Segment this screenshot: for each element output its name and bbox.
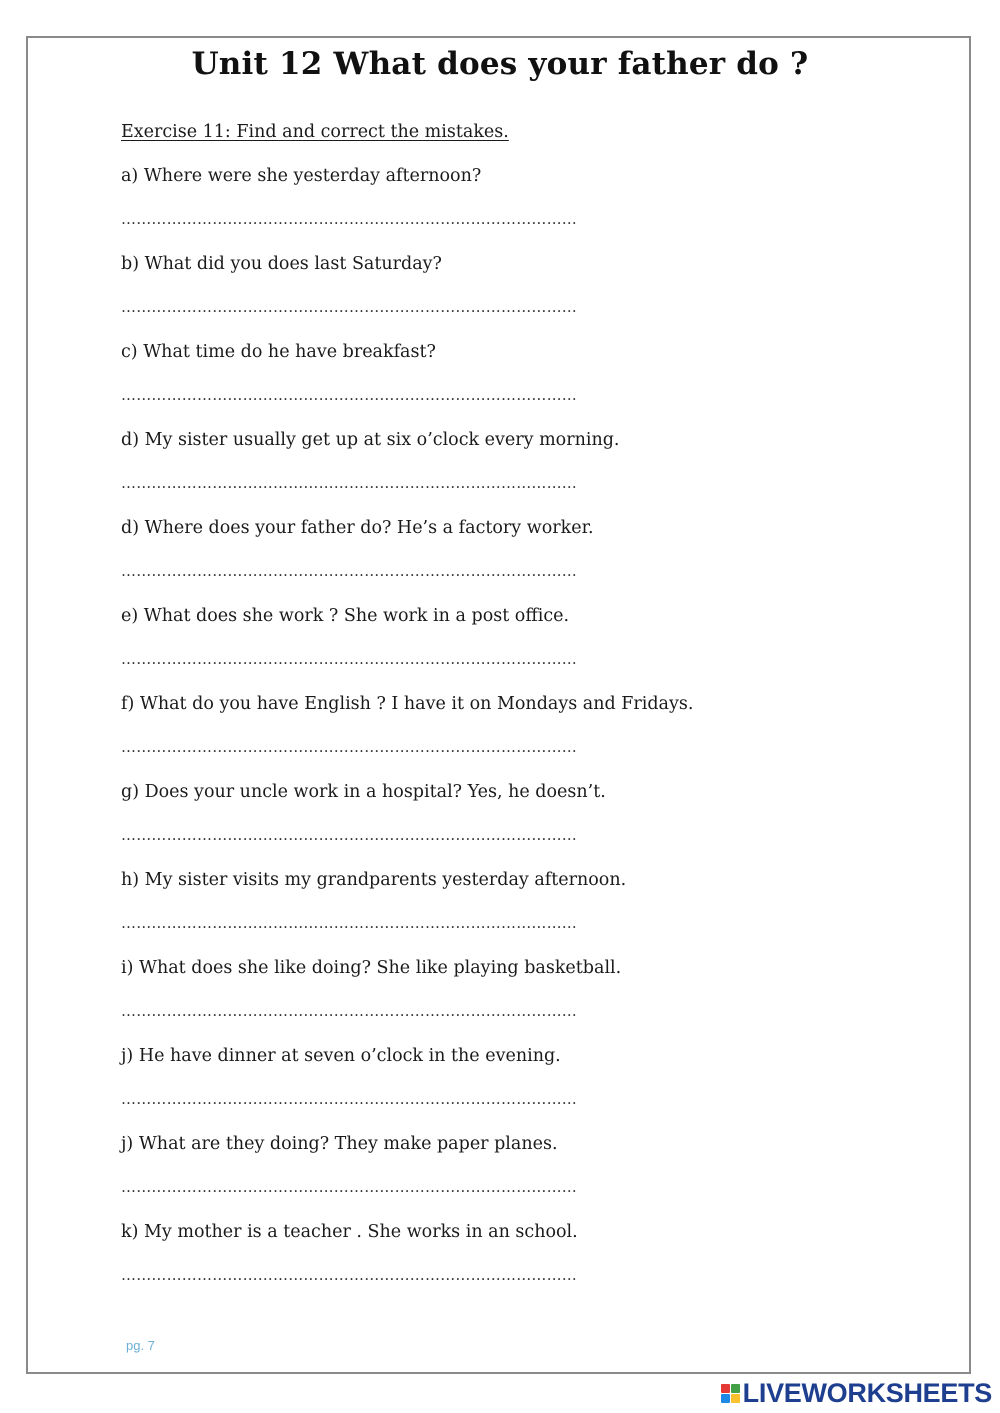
- answer-line[interactable]: ………………………………………………………………………………: [121, 1090, 577, 1108]
- question-item: [121, 339, 881, 427]
- question-text: d) My sister usually get up at six o’clock every morning.: [121, 430, 620, 450]
- logo-square: [721, 1384, 730, 1393]
- question-text: e) What does she work ? She work in a post office.: [121, 606, 570, 626]
- liveworksheets-logo-icon: [721, 1384, 740, 1403]
- question-text: a) Where were she yesterday afternoon?: [121, 166, 482, 186]
- question-item: [121, 691, 881, 779]
- logo-square: [731, 1394, 740, 1403]
- question-text: c) What time do he have breakfast?: [121, 342, 436, 362]
- answer-line[interactable]: ………………………………………………………………………………: [121, 210, 577, 228]
- question-item: [121, 251, 881, 339]
- question-item: [121, 603, 881, 691]
- question-item: [121, 515, 881, 603]
- question-text: i) What does she like doing? She like playing basketball.: [121, 958, 622, 978]
- answer-line[interactable]: ………………………………………………………………………………: [121, 474, 577, 492]
- page-number: pg. 7: [126, 1338, 155, 1353]
- question-text: d) Where does your father do? He’s a factory worker.: [121, 518, 594, 538]
- watermark-text: LIVEWORKSHEETS: [742, 1378, 992, 1408]
- question-text: k) My mother is a teacher . She works in an school.: [121, 1222, 578, 1242]
- answer-line[interactable]: ………………………………………………………………………………: [121, 1002, 577, 1020]
- question-item: [121, 427, 881, 515]
- page-title: Unit 12 What does your father do ?: [191, 46, 809, 82]
- question-text: h) My sister visits my grandparents yesterday afternoon.: [121, 870, 627, 890]
- answer-line[interactable]: ………………………………………………………………………………: [121, 1178, 577, 1196]
- liveworksheets-watermark: [721, 1378, 992, 1408]
- question-item: [121, 779, 881, 867]
- question-item: [121, 955, 881, 1043]
- answer-line[interactable]: ………………………………………………………………………………: [121, 914, 577, 932]
- answer-line[interactable]: ………………………………………………………………………………: [121, 650, 577, 668]
- answer-line[interactable]: ………………………………………………………………………………: [121, 826, 577, 844]
- question-text: f) What do you have English ? I have it on Mondays and Fridays.: [121, 694, 694, 714]
- question-text: j) What are they doing? They make paper planes.: [121, 1134, 558, 1154]
- question-item: [121, 1131, 881, 1219]
- answer-line[interactable]: ………………………………………………………………………………: [121, 1266, 577, 1284]
- question-item: [121, 1043, 881, 1131]
- answer-line[interactable]: ………………………………………………………………………………: [121, 738, 577, 756]
- question-item: [121, 867, 881, 955]
- question-text: j) He have dinner at seven o’clock in the evening.: [121, 1046, 561, 1066]
- question-list: [121, 163, 881, 1307]
- answer-line[interactable]: ………………………………………………………………………………: [121, 562, 577, 580]
- exercise-heading: Exercise 11: Find and correct the mistakes.: [121, 122, 509, 142]
- answer-line[interactable]: ………………………………………………………………………………: [121, 298, 577, 316]
- logo-square: [721, 1394, 730, 1403]
- question-text: b) What did you does last Saturday?: [121, 254, 442, 274]
- question-text: g) Does your uncle work in a hospital? Yes, he doesn’t.: [121, 782, 606, 802]
- logo-square: [731, 1384, 740, 1393]
- question-item: [121, 1219, 881, 1307]
- answer-line[interactable]: ………………………………………………………………………………: [121, 386, 577, 404]
- question-item: [121, 163, 881, 251]
